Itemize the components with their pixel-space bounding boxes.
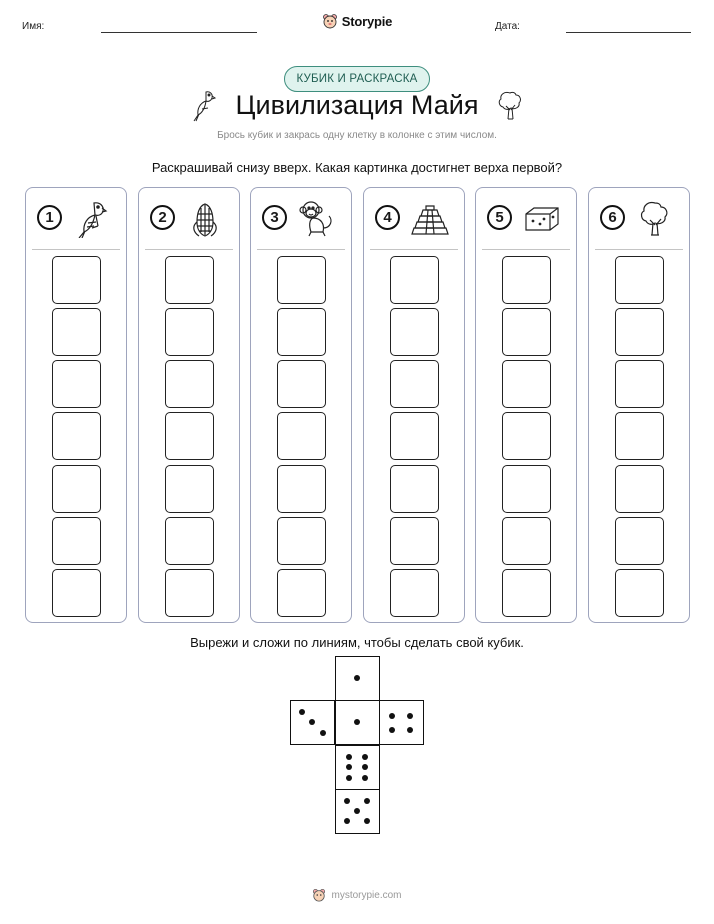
color-cell[interactable] [502, 517, 551, 565]
die-face-1 [335, 700, 380, 745]
color-cell[interactable] [390, 308, 439, 356]
pyramid-icon [410, 198, 450, 238]
color-cell[interactable] [390, 465, 439, 513]
color-cell[interactable] [390, 569, 439, 617]
column-3 [250, 187, 352, 623]
column-header [364, 198, 464, 240]
die-pip [364, 798, 370, 804]
column-number: 4 [375, 205, 400, 230]
die-pip [364, 818, 370, 824]
activity-badge: КУБИК И РАСКРАСКА [284, 66, 430, 92]
die-face-6 [335, 745, 380, 790]
color-cell[interactable] [165, 412, 214, 460]
die-face-3 [290, 700, 335, 745]
die-face-1 [335, 656, 380, 701]
color-cell[interactable] [52, 569, 101, 617]
column-4 [363, 187, 465, 623]
color-cell[interactable] [165, 465, 214, 513]
color-cell[interactable] [165, 360, 214, 408]
color-cell[interactable] [390, 360, 439, 408]
color-cell[interactable] [390, 256, 439, 304]
die-pip [354, 808, 360, 814]
column-2 [138, 187, 240, 623]
die-pip [362, 754, 368, 760]
color-cell[interactable] [165, 517, 214, 565]
color-cell[interactable] [277, 569, 326, 617]
color-cell[interactable] [615, 412, 664, 460]
column-number: 1 [37, 205, 62, 230]
column-number: 3 [262, 205, 287, 230]
column-header [476, 198, 576, 240]
die-pip [346, 775, 352, 781]
column-header [139, 198, 239, 240]
die-pip [346, 754, 352, 760]
column-header [251, 198, 351, 240]
color-cell[interactable] [277, 465, 326, 513]
die-face-4 [379, 700, 424, 745]
tree-icon [496, 88, 524, 122]
color-cell[interactable] [277, 412, 326, 460]
brand-logo [0, 13, 714, 29]
die-pip [362, 775, 368, 781]
color-cell[interactable] [52, 308, 101, 356]
die-face-5 [335, 789, 380, 834]
die-pip [309, 719, 315, 725]
color-cell[interactable] [615, 360, 664, 408]
name-line [101, 32, 257, 33]
die-pip [407, 727, 413, 733]
die-pip [346, 764, 352, 770]
column-divider [595, 249, 683, 250]
die-pip [299, 709, 305, 715]
page-title: Цивилизация Майя [235, 89, 479, 120]
color-cell[interactable] [165, 569, 214, 617]
cut-instruction: Вырежи и сложи по линиям, чтобы сделать свой кубик. [190, 635, 524, 650]
die-pip [344, 818, 350, 824]
date-line [566, 32, 691, 33]
column-header [589, 198, 689, 240]
column-divider [370, 249, 458, 250]
color-cell[interactable] [502, 412, 551, 460]
die-pip [389, 713, 395, 719]
color-cell[interactable] [615, 569, 664, 617]
color-cell[interactable] [165, 308, 214, 356]
color-cell[interactable] [52, 517, 101, 565]
color-cell[interactable] [502, 465, 551, 513]
die-pip [354, 719, 360, 725]
color-cell[interactable] [615, 517, 664, 565]
color-cell[interactable] [165, 256, 214, 304]
color-cell[interactable] [502, 256, 551, 304]
color-cell[interactable] [615, 256, 664, 304]
die-pip [389, 727, 395, 733]
column-number: 5 [487, 205, 512, 230]
color-cell[interactable] [52, 465, 101, 513]
stone-block-icon [522, 198, 562, 238]
color-cell[interactable] [390, 412, 439, 460]
color-cell[interactable] [502, 569, 551, 617]
color-cell[interactable] [52, 256, 101, 304]
color-cell[interactable] [277, 308, 326, 356]
color-cell[interactable] [502, 360, 551, 408]
monkey-icon [297, 198, 337, 238]
storypie-mascot-icon [322, 13, 338, 29]
die-pip [354, 675, 360, 681]
color-cell[interactable] [615, 465, 664, 513]
die-pip [320, 730, 326, 736]
color-cell[interactable] [52, 360, 101, 408]
color-cell[interactable] [277, 360, 326, 408]
column-5 [475, 187, 577, 623]
die-pip [362, 764, 368, 770]
column-number: 2 [150, 205, 175, 230]
parrot-icon [190, 88, 218, 122]
column-divider [32, 249, 120, 250]
column-divider [257, 249, 345, 250]
color-cell[interactable] [277, 256, 326, 304]
brand-name: Storypie [341, 13, 393, 29]
corn-icon [185, 198, 225, 238]
subtitle: Брось кубик и закрась одну клетку в колонке с этим числом. [217, 130, 497, 141]
die-pip [344, 798, 350, 804]
color-cell[interactable] [615, 308, 664, 356]
instruction: Раскрашивай снизу вверх. Какая картинка достигнет верха первой? [151, 160, 563, 175]
column-number: 6 [600, 205, 625, 230]
title-row [0, 88, 714, 122]
color-cell[interactable] [390, 517, 439, 565]
column-divider [145, 249, 233, 250]
column-6 [588, 187, 690, 623]
date-label: Дата: [495, 21, 520, 32]
die-pip [407, 713, 413, 719]
columns-board [25, 187, 689, 623]
tree-icon [635, 198, 675, 238]
footer [0, 888, 714, 902]
parrot-icon [72, 198, 112, 238]
name-label: Имя: [22, 21, 45, 32]
column-header [26, 198, 126, 240]
footer-url: mystorypie.com [331, 889, 402, 901]
storypie-mascot-icon [312, 888, 326, 902]
color-cell[interactable] [502, 308, 551, 356]
color-cell[interactable] [52, 412, 101, 460]
color-cell[interactable] [277, 517, 326, 565]
column-1 [25, 187, 127, 623]
column-divider [482, 249, 570, 250]
